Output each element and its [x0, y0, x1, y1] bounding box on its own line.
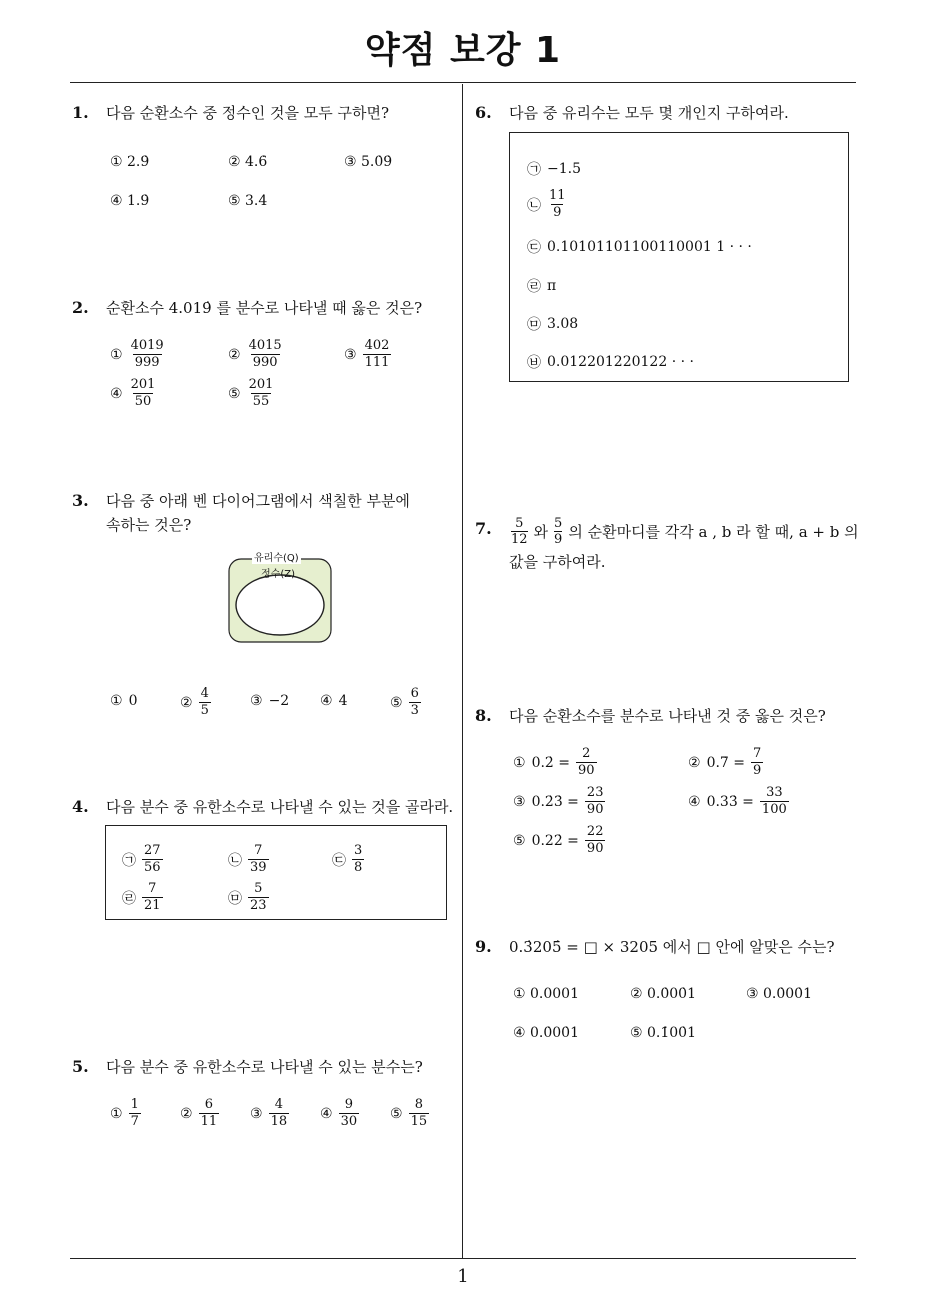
option-mark: ③ — [250, 693, 263, 709]
option-mark: ① — [110, 693, 123, 709]
item-value: 3.08 — [547, 316, 579, 332]
question-number: 1. — [72, 103, 89, 122]
fraction — [409, 686, 421, 719]
fraction — [248, 881, 269, 914]
denominator: 18 — [270, 1114, 288, 1129]
option-value: 4 — [338, 693, 348, 709]
numerator: 9 — [344, 1097, 353, 1112]
option-mark: ① — [513, 754, 526, 771]
denominator: 56 — [144, 860, 161, 875]
venn-inner-label: 정수(Z) — [261, 569, 295, 580]
numerator: 2 — [582, 746, 591, 761]
option-mark: ③ — [250, 1105, 263, 1122]
item-value: −1.5 — [547, 161, 581, 177]
question-number: 2. — [72, 298, 89, 317]
option-mark: ② — [688, 754, 701, 771]
option-mark: ⑤ — [228, 385, 241, 402]
question-number: 9. — [475, 937, 492, 956]
item-f — [527, 352, 694, 372]
numerator: 33 — [766, 785, 783, 800]
fraction — [142, 843, 163, 876]
numerator: 7 — [753, 746, 762, 761]
option-3[interactable] — [250, 693, 289, 709]
option-mark: ④ — [320, 693, 333, 709]
venn-inner-set — [236, 575, 324, 635]
fraction — [199, 1097, 220, 1130]
option-3[interactable]: ③ 5.0̇9̇ — [344, 154, 393, 170]
numerator: 5 — [254, 881, 263, 896]
option-4[interactable]: ④ 1.9̇ — [110, 193, 150, 209]
numerator: 201 — [248, 377, 274, 392]
denominator: 55 — [252, 394, 270, 409]
item-value: π — [547, 278, 557, 294]
item-mark: ㉡ — [527, 197, 541, 214]
option-d[interactable] — [122, 881, 163, 914]
option-mark: ④ — [688, 793, 701, 810]
numerator: 1 — [130, 1097, 139, 1112]
option-4[interactable]: ④ 0.0̇00̇1 — [513, 1025, 579, 1041]
numerator: 4 — [274, 1097, 283, 1112]
numerator: 11 — [549, 188, 566, 203]
item-value: 0.10101101100110001 1 · · · — [547, 239, 752, 255]
denominator: 9 — [554, 532, 563, 547]
fraction — [269, 1097, 290, 1130]
numerator: 402 — [364, 338, 390, 353]
option-e[interactable] — [228, 881, 269, 914]
option-lhs: 0.7̇ = — [706, 754, 746, 771]
denominator: 90 — [586, 841, 604, 856]
option-5[interactable] — [513, 824, 605, 857]
fraction — [352, 843, 364, 876]
option-mark: ④ — [110, 385, 123, 402]
fraction — [129, 1097, 141, 1130]
denominator: 9 — [753, 763, 762, 778]
fraction — [585, 785, 606, 818]
option-3[interactable] — [250, 1097, 289, 1130]
option-mark: ④ — [320, 1105, 333, 1122]
question-text: 다음 중 유리수는 모두 몇 개인지 구하여라. — [509, 104, 789, 122]
question-text: 다음 순환소수를 분수로 나타낸 것 중 옳은 것은? — [509, 707, 826, 725]
denominator: 9 — [553, 205, 562, 220]
option-2[interactable]: ② 4.6̇ — [228, 154, 268, 170]
option-3[interactable] — [344, 338, 391, 371]
option-lhs: 0.33̇ = — [706, 793, 754, 810]
numerator: 3 — [354, 843, 363, 858]
option-1[interactable]: ① 2.9̇ — [110, 154, 150, 170]
option-mark: ⑤ — [513, 832, 526, 849]
denominator: 3 — [410, 703, 419, 718]
option-mark: ② — [228, 346, 241, 363]
option-3[interactable]: ③ 0.0̇00̇1 — [746, 986, 812, 1002]
question-text: 의 순환마디를 각각 a , b 라 할 때, a + b 의 — [568, 522, 859, 541]
top-divider — [70, 82, 856, 83]
question-number: 5. — [72, 1057, 89, 1076]
denominator: 90 — [586, 802, 604, 817]
denominator: 111 — [364, 355, 390, 370]
venn-outer-label: 유리수(Q) — [252, 549, 301, 564]
option-mark: ① — [110, 1105, 123, 1122]
fraction — [576, 746, 597, 779]
item-mark: ㉢ — [527, 240, 541, 256]
fraction-2 — [554, 516, 562, 547]
bottom-divider — [70, 1258, 856, 1259]
item-e — [527, 314, 578, 334]
denominator: 999 — [134, 355, 160, 370]
question-number: 7. — [475, 519, 492, 538]
denominator: 50 — [134, 394, 152, 409]
item-b — [527, 188, 568, 221]
option-b[interactable] — [228, 843, 269, 876]
item-d — [527, 276, 556, 296]
option-5[interactable] — [390, 1097, 429, 1130]
page-title: 약점 보강 1 — [364, 30, 562, 71]
question-text: 다음 분수 중 유한소수로 나타낼 수 있는 것을 골라라. — [106, 798, 454, 816]
question-text: 순환소수 4.019̇ 를 분수로 나타낼 때 옳은 것은? — [106, 299, 423, 317]
numerator: 6 — [204, 1097, 213, 1112]
option-mark: ㉢ — [332, 852, 346, 869]
option-mark: ② — [180, 1105, 193, 1122]
fraction — [547, 188, 568, 221]
fraction — [247, 338, 284, 371]
numerator: 4 — [200, 686, 209, 701]
option-5[interactable] — [390, 686, 421, 719]
option-4[interactable] — [320, 693, 347, 709]
fraction — [248, 843, 269, 876]
option-mark: ⑤ — [390, 1105, 403, 1122]
question-number: 3. — [72, 491, 89, 510]
numerator: 5 — [515, 516, 524, 531]
numerator: 7 — [254, 843, 263, 858]
option-lhs: 0.2̇ = — [531, 754, 571, 771]
option-1[interactable]: ① 0.0001 — [513, 986, 579, 1002]
option-mark: ③ — [344, 346, 357, 363]
denominator: 15 — [410, 1114, 428, 1129]
denominator: 23 — [250, 898, 267, 913]
option-4[interactable] — [110, 377, 157, 410]
fraction — [585, 824, 606, 857]
fraction — [363, 338, 392, 371]
question-text-line-2: 값을 구하여라. — [509, 553, 606, 571]
fraction — [199, 686, 211, 719]
option-4[interactable] — [320, 1097, 359, 1130]
option-2[interactable] — [180, 1097, 219, 1130]
option-1[interactable] — [110, 693, 137, 709]
denominator: 30 — [340, 1114, 358, 1129]
numerator: 7 — [148, 881, 157, 896]
option-mark: ⑤ — [390, 694, 403, 711]
question-text: 0.3̇205̇ = □ × 3205 에서 □ 안에 알맞은 수는? — [509, 938, 835, 956]
question-text-line-2: 속하는 것은? — [106, 516, 192, 534]
item-c — [527, 237, 752, 257]
option-2[interactable]: ② 0.0̇00̇1 — [630, 986, 696, 1002]
numerator: 6 — [410, 686, 419, 701]
option-2[interactable] — [688, 746, 763, 779]
fraction-1 — [511, 516, 528, 547]
option-value: 0 — [128, 693, 138, 709]
fraction — [142, 881, 163, 914]
item-mark: ㉠ — [527, 162, 541, 178]
question-number: 6. — [475, 103, 492, 122]
option-1[interactable] — [110, 1097, 141, 1130]
option-mark: ㉠ — [122, 852, 136, 869]
option-5[interactable] — [228, 377, 275, 410]
numerator: 8 — [414, 1097, 423, 1112]
fraction — [129, 338, 166, 371]
fraction — [409, 1097, 430, 1130]
item-mark: ㉣ — [527, 279, 541, 295]
numerator: 27 — [144, 843, 161, 858]
fraction — [247, 377, 276, 410]
denominator: 8 — [354, 860, 363, 875]
numerator: 5 — [554, 516, 563, 531]
connector-text: 와 — [533, 522, 549, 541]
option-2[interactable] — [180, 686, 211, 719]
option-3[interactable] — [513, 785, 605, 818]
denominator: 90 — [578, 763, 595, 778]
item-a — [527, 159, 581, 179]
question-text-line-1: 다음 중 아래 벤 다이어그램에서 색칠한 부분에 — [106, 492, 410, 510]
numerator: 23 — [586, 785, 604, 800]
item-value: 0.012201220122 · · · — [547, 354, 694, 370]
numerator: 201 — [130, 377, 156, 392]
option-mark: ③ — [513, 793, 526, 810]
question-text-line-1 — [509, 516, 859, 547]
option-1[interactable] — [110, 338, 166, 371]
fraction — [339, 1097, 360, 1130]
denominator: 990 — [252, 355, 278, 370]
option-a[interactable] — [122, 843, 163, 876]
option-mark: ㉡ — [228, 852, 242, 869]
option-mark: ㉣ — [122, 890, 136, 907]
denominator: 5 — [200, 703, 209, 718]
page-number: 1 — [457, 1266, 469, 1287]
option-4[interactable] — [688, 785, 789, 818]
denominator: 100 — [761, 802, 787, 817]
question-number: 8. — [475, 706, 492, 725]
option-lhs: 0.22̇ = — [531, 832, 579, 849]
fraction — [751, 746, 763, 779]
numerator: 4015 — [248, 338, 282, 353]
option-5[interactable]: ⑤ 0.1̇00̇1 — [630, 1025, 696, 1041]
option-mark: ② — [180, 694, 193, 711]
item-mark: ㉤ — [527, 317, 541, 333]
option-2[interactable] — [228, 338, 284, 371]
question-text: 다음 분수 중 유한소수로 나타낼 수 있는 분수는? — [106, 1058, 423, 1076]
denominator: 21 — [144, 898, 161, 913]
fraction — [129, 377, 158, 410]
option-mark: ㉤ — [228, 890, 242, 907]
fraction — [760, 785, 789, 818]
column-divider — [462, 84, 463, 1258]
option-value: −2 — [268, 693, 290, 709]
denominator: 12 — [511, 532, 528, 547]
option-c[interactable] — [332, 843, 364, 876]
denominator: 39 — [250, 860, 267, 875]
option-lhs: 0.2̇3̇ = — [531, 793, 579, 810]
option-mark: ① — [110, 346, 123, 363]
item-mark: ㉥ — [527, 355, 541, 371]
question-number: 4. — [72, 797, 89, 816]
denominator: 7 — [130, 1114, 139, 1129]
venn-diagram — [228, 553, 332, 643]
denominator: 11 — [200, 1114, 218, 1129]
numerator: 4019 — [130, 338, 164, 353]
numerator: 22 — [586, 824, 604, 839]
option-5[interactable]: ⑤ 3.4̇ — [228, 193, 268, 209]
question-text: 다음 순환소수 중 정수인 것을 모두 구하면? — [106, 104, 389, 122]
option-1[interactable] — [513, 746, 597, 779]
